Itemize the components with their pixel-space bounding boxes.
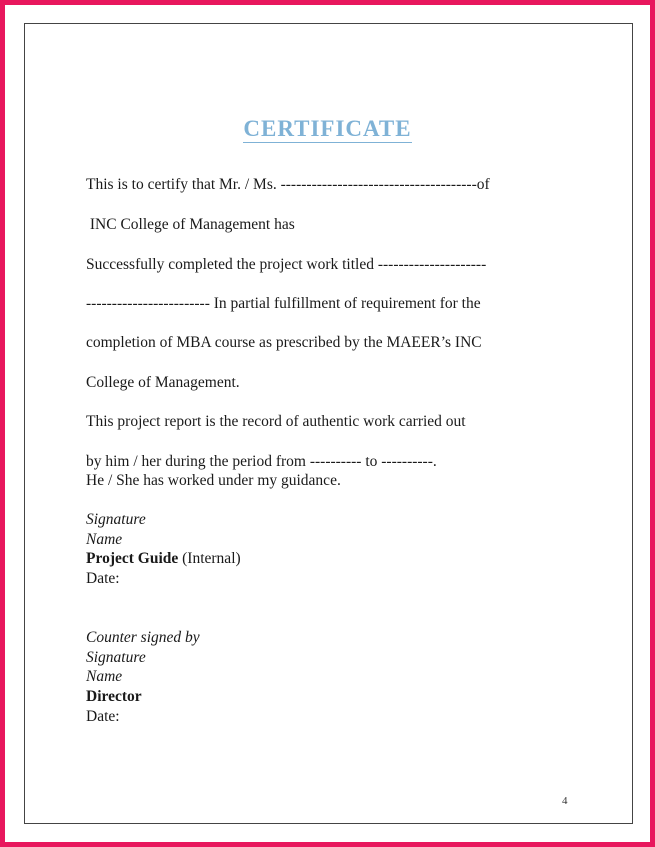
director-name-label: Name bbox=[86, 668, 123, 685]
director-date-label: Date: bbox=[86, 708, 120, 725]
guide-date-label: Date: bbox=[86, 570, 120, 587]
guide-signature-label: Signature bbox=[86, 511, 146, 528]
body-line-3: Successfully completed the project work titled --------------------- bbox=[86, 256, 487, 273]
guide-name-label: Name bbox=[86, 531, 123, 548]
guide-role bbox=[86, 549, 241, 568]
guide-role-suffix: (Internal) bbox=[178, 550, 241, 567]
certificate-title bbox=[0, 116, 655, 143]
body-line-8: by him / her during the period from ---------- to ----------. bbox=[86, 453, 437, 470]
body-line-2: INC College of Management has bbox=[86, 216, 295, 233]
body-line-5: completion of MBA course as prescribed by the MAEER’s INC bbox=[86, 334, 482, 351]
director-role: Director bbox=[86, 688, 142, 705]
guide-role-title: Project Guide bbox=[86, 550, 179, 567]
body-line-7: This project report is the record of authentic work carried out bbox=[86, 413, 466, 430]
certificate-title-text: CERTIFICATE bbox=[243, 116, 412, 141]
body-line-4: ------------------------ In partial fulfillment of requirement for the bbox=[86, 295, 481, 312]
page-number: 4 bbox=[562, 795, 568, 807]
body-line-6: College of Management. bbox=[86, 374, 240, 391]
counter-signed-label: Counter signed by bbox=[86, 629, 200, 646]
director-signature-label: Signature bbox=[86, 649, 146, 666]
body-line-1: This is to certify that Mr. / Ms. --------------------------------------of bbox=[86, 176, 490, 193]
body-line-9: He / She has worked under my guidance. bbox=[86, 472, 341, 489]
